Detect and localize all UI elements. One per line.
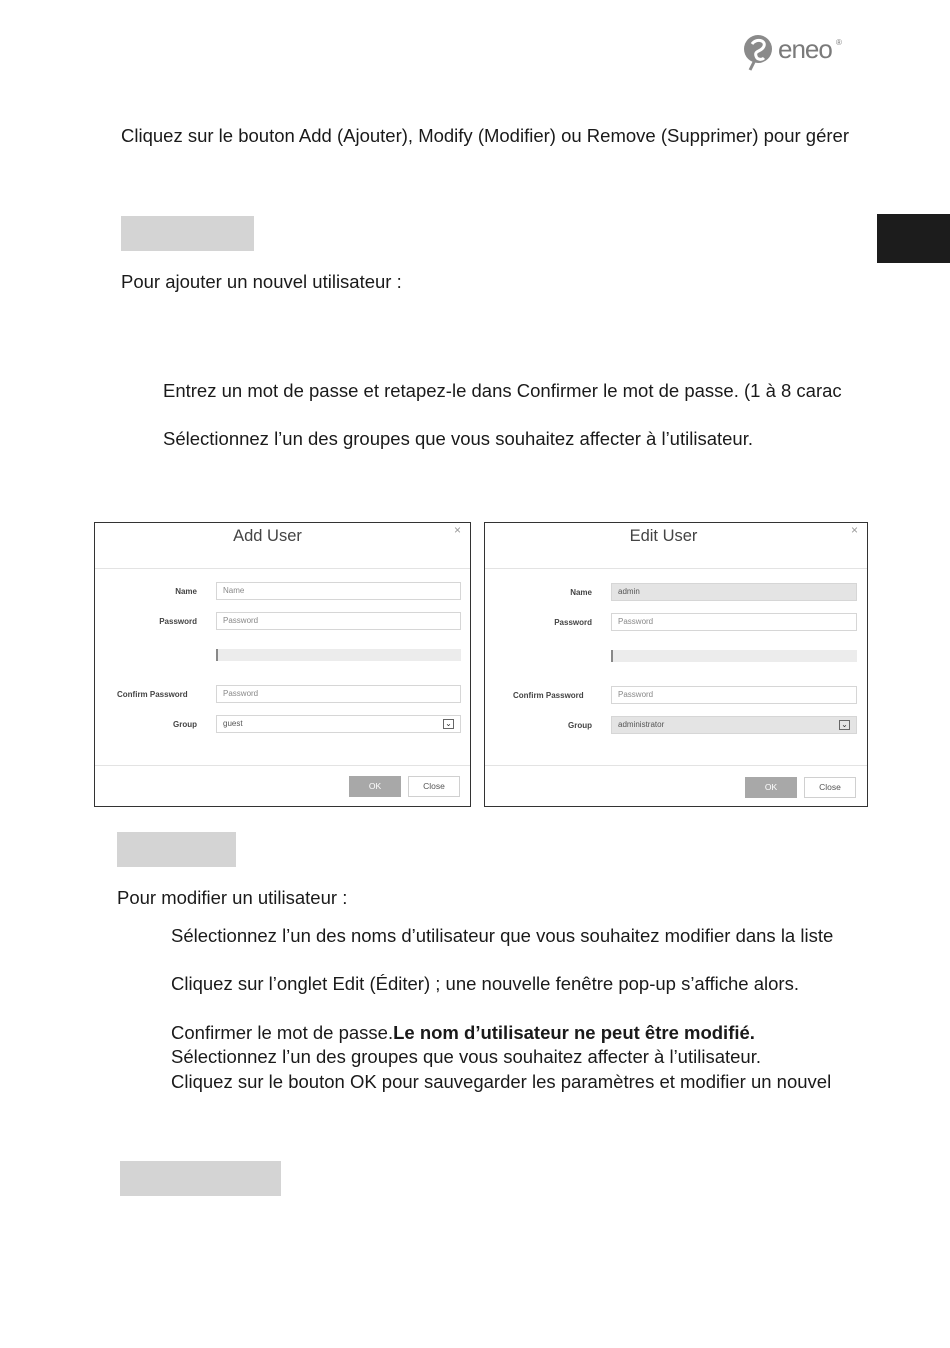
confirm-password-label: Confirm Password [513, 691, 584, 700]
password-strength-meter [216, 649, 461, 661]
group-select[interactable] [611, 716, 857, 734]
group-label: Group [173, 720, 197, 729]
edit-user-dialog [484, 522, 868, 807]
remove-section-heading [120, 1161, 281, 1196]
name-input-disabled: admin [611, 583, 857, 601]
password-label: Password [554, 618, 592, 627]
edit-user-title: Edit User [629, 527, 698, 545]
modify-step-ok: Cliquez sur le bouton OK pour sauvegarder les paramètres et modifier un nouvel [171, 1071, 832, 1092]
ok-button[interactable]: OK [349, 776, 401, 797]
close-button[interactable]: Close [408, 776, 460, 797]
add-user-title: Add User [233, 527, 302, 545]
modify-bold-note: Le nom d’utilisateur ne peut être modifié. [393, 1022, 755, 1043]
logo-text: eneo [778, 34, 832, 64]
close-button[interactable]: Close [804, 777, 856, 798]
dialog-footer-divider [485, 765, 867, 766]
name-input[interactable]: Name [216, 582, 461, 600]
logo-registered-mark: ® [836, 38, 842, 47]
group-label: Group [568, 721, 592, 730]
add-step-group: Sélectionnez l’un des groupes que vous souhaitez affecter à l’utilisateur. [163, 428, 753, 449]
password-label: Password [159, 617, 197, 626]
confirm-password-input[interactable]: Password [611, 686, 857, 704]
modify-step-edit-tab: Cliquez sur l’onglet Edit (Éditer) ; une nouvelle fenêtre pop-up s’affiche alors. [171, 973, 799, 994]
add-user-dialog [94, 522, 471, 807]
password-input[interactable]: Password [611, 613, 857, 631]
modify-section-intro: Pour modifier un utilisateur : [117, 887, 348, 908]
dialog-header-divider [95, 568, 470, 569]
ok-button[interactable]: OK [745, 777, 797, 798]
name-label: Name [175, 587, 197, 596]
modify-step-group: Sélectionnez l’un des groupes que vous souhaitez affecter à l’utilisateur. [171, 1046, 761, 1067]
chevron-down-icon: ⌄ [443, 719, 454, 729]
dialog-footer-divider [95, 765, 470, 766]
confirm-password-input[interactable]: Password [216, 685, 461, 703]
name-label: Name [570, 588, 592, 597]
add-section-intro: Pour ajouter un nouvel utilisateur : [121, 271, 402, 292]
intro-text: Cliquez sur le bouton Add (Ajouter), Modify (Modifier) ou Remove (Supprimer) pour gérer [121, 125, 849, 146]
dialog-header-divider [485, 568, 867, 569]
add-section-heading [121, 216, 254, 251]
close-icon[interactable]: × [850, 523, 858, 537]
eneo-logo-mark [742, 32, 776, 72]
group-select-value: administrator [618, 720, 665, 729]
group-select-value: guest [223, 719, 243, 728]
password-strength-meter [611, 650, 857, 662]
chevron-down-icon: ⌄ [839, 720, 850, 730]
chapter-side-tab [877, 214, 950, 263]
modify-step-confirm [171, 1022, 755, 1044]
password-input[interactable]: Password [216, 612, 461, 630]
modify-section-heading [117, 832, 236, 867]
add-step-password: Entrez un mot de passe et retapez-le dans Confirmer le mot de passe. (1 à 8 carac [163, 380, 842, 401]
group-select[interactable] [216, 715, 461, 733]
modify-step-select: Sélectionnez l’un des noms d’utilisateur que vous souhaitez modifier dans la liste [171, 925, 834, 946]
confirm-password-label: Confirm Password [117, 690, 188, 699]
close-icon[interactable]: × [453, 523, 461, 537]
eneo-logo [742, 32, 852, 72]
modify-step-confirm-text: Confirmer le mot de passe. [171, 1022, 394, 1043]
